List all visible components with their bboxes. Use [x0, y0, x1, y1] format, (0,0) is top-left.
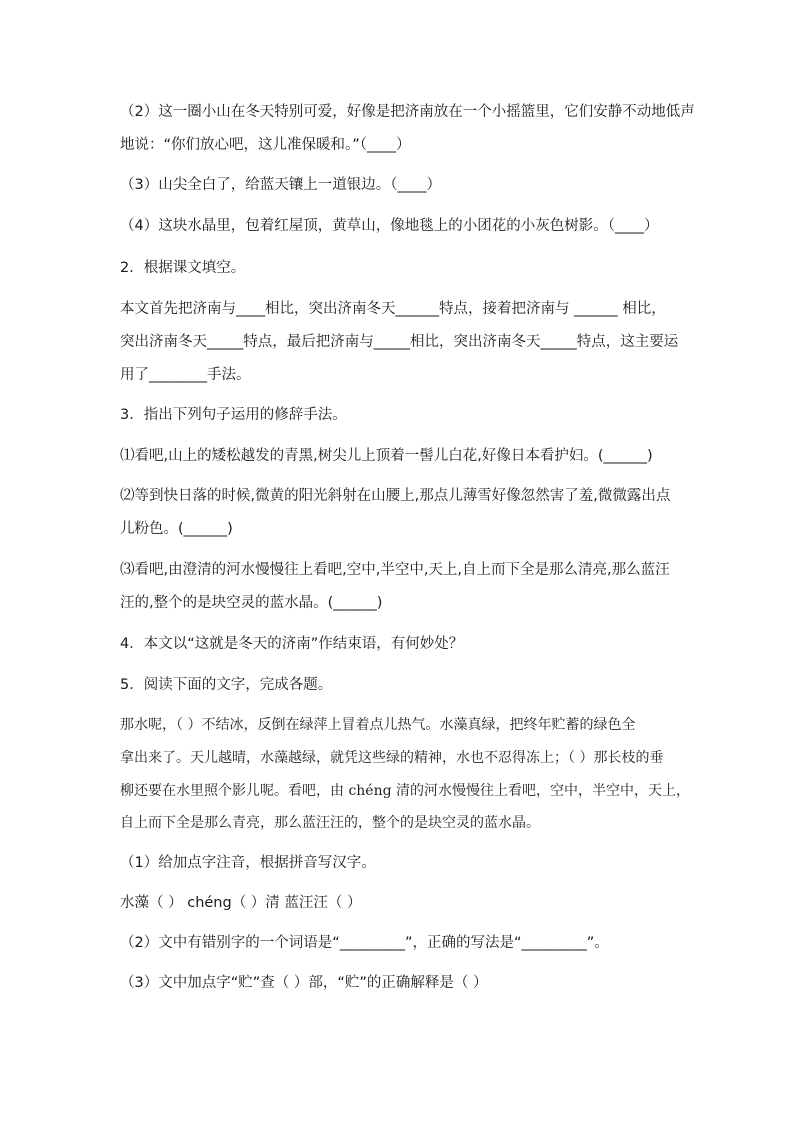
q5-sub3: （3）文中加点字“贮”查（ ）部，“贮”的正确解释是（ ） [120, 975, 488, 991]
q2-line3: 用了________手法。 [120, 367, 251, 383]
q1-item2-line2: 地说：“你们放心吧，这儿准保暖和。”（____） [120, 137, 411, 153]
passage-line3: 柳还要在水里照个影儿呢。看吧，由 chéng 清的河水慢慢往上看吧，空中，半空中，天上， [120, 783, 691, 799]
q5-heading: 5．阅读下面的文字，完成各题。 [120, 677, 333, 693]
passage-line1: 那水呢，（ ）不结冰，反倒在绿萍上冒着点儿热气。水藻真绿，把终年贮蓄的绿色全 [120, 717, 636, 733]
q2-line2: 突出济南冬天_____特点，最后把济南与_____相比，突出济南冬天_____特点，这主要运 [120, 334, 679, 350]
q1-item3: （3）山尖全白了，给蓝天镶上一道银边。（____） [120, 177, 441, 193]
q5-sub1-blanks: 水藻（ ） chéng（ ）清 蓝汪汪（ ） [120, 895, 362, 911]
q1-item2-line1: （2）这一圈小山在冬天特别可爱，好像是把济南放在一个小摇篮里，它们安静不动地低声 [120, 104, 695, 120]
q3-item3-line2: 汪的,整个的是块空灵的蓝水晶。(______) [120, 595, 383, 611]
q1-item4: （4）这块水晶里，包着红屋顶，黄草山，像地毯上的小团花的小灰色树影。（____） [120, 218, 659, 234]
q3-item1: ⑴看吧,山上的矮松越发的青黑,树尖儿上顶着一髻儿白花,好像日本看护妇。(______) [120, 448, 653, 464]
q4-heading: 4．本文以“这就是冬天的济南”作结束语，有何妙处？ [120, 636, 464, 652]
q5-sub2: （2）文中有错别字的一个词语是“_________”，正确的写法是“_________”。 [120, 935, 609, 951]
q3-heading: 3．指出下列句子运用的修辞手法。 [120, 407, 347, 423]
q2-line1: 本文首先把济南与____相比，突出济南冬天______特点，接着把济南与 ______ 相比， [120, 301, 666, 317]
q3-item3-line1: ⑶看吧,由澄清的河水慢慢往上看吧,空中,半空中,天上,自上而下全是那么清亮,那么蓝汪 [120, 562, 670, 578]
q3-item2-line1: ⑵等到快日落的时候,微黄的阳光斜射在山腰上,那点儿薄雪好像忽然害了羞,微微露出点 [120, 488, 671, 504]
q2-heading: 2．根据课文填空。 [120, 260, 246, 276]
passage-line2: 拿出来了。天儿越晴，水藻越绿，就凭这些绿的精神，水也不忍得冻上；（ ）那长枝的垂 [120, 750, 664, 766]
q3-item2-line2: 儿粉色。(______) [120, 521, 233, 537]
q5-sub1-heading: （1）给加点字注音，根据拼音写汉字。 [120, 855, 376, 871]
passage-line4: 自上而下全是那么青亮，那么蓝汪汪的，整个的是块空灵的蓝水晶。 [120, 815, 540, 831]
